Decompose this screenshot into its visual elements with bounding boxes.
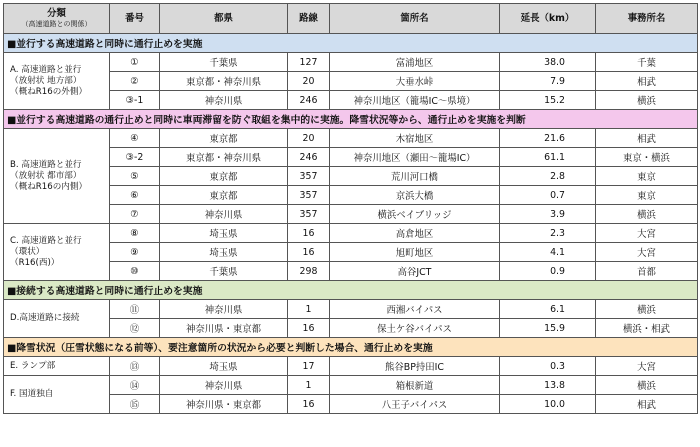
- cell-number: ⑭: [110, 376, 160, 395]
- group-line: F. 国道独自: [10, 389, 54, 399]
- cell-prefecture: 埼玉県: [160, 357, 288, 376]
- cell-prefecture: 埼玉県: [160, 243, 288, 262]
- group-label: [4, 300, 110, 338]
- cell-prefecture: 神奈川県: [160, 300, 288, 319]
- cell-office: 千葉: [596, 53, 698, 72]
- cell-number: ③-1: [110, 91, 160, 110]
- cell-number: ⑮: [110, 395, 160, 414]
- cell-length: 3.9: [500, 205, 596, 224]
- cell-length: 38.0: [500, 53, 596, 72]
- cell-route: 246: [288, 91, 330, 110]
- cell-number: ⑥: [110, 186, 160, 205]
- cell-route: 16: [288, 395, 330, 414]
- cell-route: 1: [288, 376, 330, 395]
- header-category-label: 分類: [47, 7, 66, 19]
- cell-office: 東京: [596, 167, 698, 186]
- group-label: [4, 357, 110, 376]
- cell-location: 高谷JCT: [330, 262, 500, 281]
- cell-length: 10.0: [500, 395, 596, 414]
- cell-number: ⑧: [110, 224, 160, 243]
- group-label: [4, 129, 110, 224]
- header-length: 延長（km）: [500, 4, 596, 34]
- cell-prefecture: 東京都・神奈川県: [160, 72, 288, 91]
- group-line: A. 高速道路と並行: [10, 64, 82, 75]
- cell-number: ③-2: [110, 148, 160, 167]
- cell-location: 八王子バイパス: [330, 395, 500, 414]
- cell-length: 61.1: [500, 148, 596, 167]
- group-line: C. 高速道路と並行: [10, 235, 82, 246]
- table-row: [4, 224, 698, 243]
- cell-location: 西湘バイパス: [330, 300, 500, 319]
- cell-number: ⑫: [110, 319, 160, 338]
- cell-number: ①: [110, 53, 160, 72]
- group-line: E. ランプ部: [10, 360, 56, 371]
- cell-prefecture: 神奈川県: [160, 205, 288, 224]
- cell-prefecture: 神奈川県・東京都: [160, 395, 288, 414]
- header-category: [4, 4, 110, 34]
- cell-length: 0.7: [500, 186, 596, 205]
- cell-office: 横浜・相武: [596, 319, 698, 338]
- cell-location: 高倉地区: [330, 224, 500, 243]
- cell-length: 0.9: [500, 262, 596, 281]
- group-line: （環状）: [10, 246, 45, 257]
- header-route: 路線: [288, 4, 330, 34]
- cell-location: 大垂水峠: [330, 72, 500, 91]
- cell-office: 横浜: [596, 91, 698, 110]
- cell-route: 127: [288, 53, 330, 72]
- cell-office: 東京: [596, 186, 698, 205]
- cell-length: 6.1: [500, 300, 596, 319]
- cell-number: ⑬: [110, 357, 160, 376]
- cell-location: 京浜大橋: [330, 186, 500, 205]
- header-office: 事務所名: [596, 4, 698, 34]
- cell-location: 横浜ベイブリッジ: [330, 205, 500, 224]
- cell-prefecture: 神奈川県: [160, 91, 288, 110]
- group-label: [4, 376, 110, 414]
- table-row: [4, 53, 698, 72]
- cell-length: 7.9: [500, 72, 596, 91]
- cell-location: 富浦地区: [330, 53, 500, 72]
- road-closure-table: [3, 3, 697, 443]
- cell-number: ⑦: [110, 205, 160, 224]
- cell-office: 横浜: [596, 300, 698, 319]
- section-title: ■並行する高速道路の通行止めと同時に車両滞留を防ぐ取組を集中的に実施。降雪状況等から、通行止めを実施を判断: [4, 110, 698, 129]
- cell-length: 13.8: [500, 376, 596, 395]
- cell-prefecture: 埼玉県: [160, 224, 288, 243]
- cell-office: 相武: [596, 129, 698, 148]
- header-row: [4, 4, 698, 34]
- cell-location: 神奈川地区（瀬田～籠場IC）: [330, 148, 500, 167]
- cell-number: ⑩: [110, 262, 160, 281]
- group-label: [4, 224, 110, 281]
- cell-number: ⑤: [110, 167, 160, 186]
- cell-office: 大宮: [596, 357, 698, 376]
- cell-location: 熊谷BP持田IC: [330, 357, 500, 376]
- cell-location: 保土ケ谷バイパス: [330, 319, 500, 338]
- cell-length: 21.6: [500, 129, 596, 148]
- group-line: （概ねR16の外側）: [10, 86, 88, 97]
- cell-office: 相武: [596, 395, 698, 414]
- cell-route: 16: [288, 319, 330, 338]
- table-row: [4, 129, 698, 148]
- cell-location: 荒川河口橋: [330, 167, 500, 186]
- cell-prefecture: 千葉県: [160, 262, 288, 281]
- cell-route: 20: [288, 72, 330, 91]
- table-row: [4, 376, 698, 395]
- cell-route: 1: [288, 300, 330, 319]
- cell-number: ②: [110, 72, 160, 91]
- group-line: D.高速道路に接続: [10, 313, 80, 323]
- cell-route: 298: [288, 262, 330, 281]
- cell-route: 20: [288, 129, 330, 148]
- cell-location: 箱根新道: [330, 376, 500, 395]
- cell-route: 357: [288, 205, 330, 224]
- section-title: ■並行する高速道路と同時に通行止めを実施: [4, 34, 698, 53]
- section-title: ■降雪状況（圧雪状態になる前等）、要注意箇所の状況から必要と判断した場合、通行止めを実施: [4, 338, 698, 357]
- cell-number: ⑨: [110, 243, 160, 262]
- cell-route: 16: [288, 224, 330, 243]
- group-line: （放射状 都市部）: [10, 170, 82, 181]
- section-title: ■接続する高速道路と同時に通行止めを実施: [4, 281, 698, 300]
- header-number: 番号: [110, 4, 160, 34]
- cell-route: 246: [288, 148, 330, 167]
- cell-prefecture: 東京都: [160, 129, 288, 148]
- table-row: [4, 357, 698, 376]
- cell-location: 神奈川地区（籠場IC～県境）: [330, 91, 500, 110]
- cell-prefecture: 神奈川県: [160, 376, 288, 395]
- cell-route: 16: [288, 243, 330, 262]
- cell-office: 大宮: [596, 243, 698, 262]
- cell-route: 357: [288, 186, 330, 205]
- cell-length: 0.3: [500, 357, 596, 376]
- group-line: （概ねR16の内側）: [10, 181, 88, 192]
- cell-route: 357: [288, 167, 330, 186]
- cell-prefecture: 東京都・神奈川県: [160, 148, 288, 167]
- group-label: [4, 53, 110, 110]
- cell-prefecture: 東京都: [160, 186, 288, 205]
- group-line: B. 高速道路と並行: [10, 159, 82, 170]
- cell-office: 東京・横浜: [596, 148, 698, 167]
- cell-prefecture: 神奈川県・東京都: [160, 319, 288, 338]
- cell-office: 横浜: [596, 376, 698, 395]
- cell-office: 横浜: [596, 205, 698, 224]
- header-category-sub: （高速道路との関係）: [21, 19, 92, 28]
- cell-office: 相武: [596, 72, 698, 91]
- cell-length: 2.8: [500, 167, 596, 186]
- cell-length: 15.2: [500, 91, 596, 110]
- cell-location: 旭町地区: [330, 243, 500, 262]
- group-line: （放射状 地方部）: [10, 75, 82, 86]
- cell-length: 15.9: [500, 319, 596, 338]
- cell-number: ④: [110, 129, 160, 148]
- section-header: [4, 281, 698, 300]
- cell-length: 2.3: [500, 224, 596, 243]
- cell-route: 17: [288, 357, 330, 376]
- section-header: [4, 338, 698, 357]
- cell-location: 木宿地区: [330, 129, 500, 148]
- section-header: [4, 110, 698, 129]
- table-row: [4, 300, 698, 319]
- cell-office: 大宮: [596, 224, 698, 243]
- cell-prefecture: 東京都: [160, 167, 288, 186]
- cell-number: ⑪: [110, 300, 160, 319]
- header-location: 箇所名: [330, 4, 500, 34]
- section-header: [4, 34, 698, 53]
- cell-prefecture: 千葉県: [160, 53, 288, 72]
- group-line: （R16(西)）: [10, 257, 60, 268]
- cell-office: 首都: [596, 262, 698, 281]
- cell-length: 4.1: [500, 243, 596, 262]
- header-prefecture: 都県: [160, 4, 288, 34]
